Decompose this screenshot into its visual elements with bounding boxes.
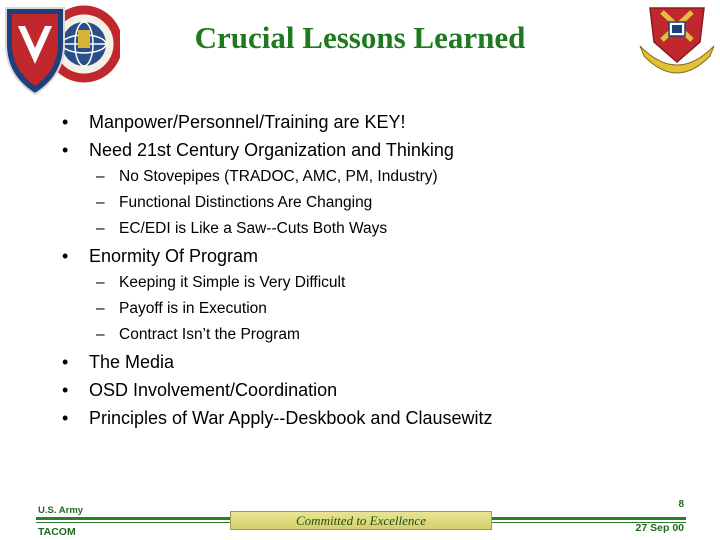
- footer-org: U.S. Army: [38, 505, 84, 516]
- footer-date: 27 Sep 00: [635, 522, 684, 534]
- bullet-item: • Enormity Of Program: [62, 246, 682, 266]
- sub-bullet-item: – Functional Distinctions Are Changing: [62, 193, 682, 212]
- sub-bullet-item: – EC/EDI is Like a Saw--Cuts Both Ways: [62, 219, 682, 238]
- bullet-item: • Need 21st Century Organization and Thinking: [62, 140, 682, 160]
- bullet-item: • Principles of War Apply--Deskbook and Clausewitz: [62, 408, 682, 428]
- slide-title: Crucial Lessons Learned: [194, 20, 526, 55]
- army-materiel-command-logo: [0, 0, 120, 100]
- tacom-insignia-logo: [636, 2, 718, 78]
- bullet-item: • The Media: [62, 352, 682, 372]
- tacom-crest-icon: [640, 8, 714, 73]
- sub-bullet-item: – Payoff is in Execution: [62, 299, 682, 318]
- footer-motto: Committed to Excellence: [230, 511, 492, 530]
- sub-bullet-item: – No Stovepipes (TRADOC, AMC, PM, Industry): [62, 167, 682, 186]
- footer-command: TACOM: [38, 526, 76, 538]
- sub-bullet-item: – Keeping it Simple is Very Difficult: [62, 273, 682, 292]
- sub-bullet-item: – Contract Isn’t the Program: [62, 325, 682, 344]
- bullet-item: • OSD Involvement/Coordination: [62, 380, 682, 400]
- amc-shield-icon: [6, 8, 64, 94]
- bullet-item: • Manpower/Personnel/Training are KEY!: [62, 112, 682, 132]
- page-number: 8: [678, 499, 684, 510]
- bullet-list: [62, 112, 682, 428]
